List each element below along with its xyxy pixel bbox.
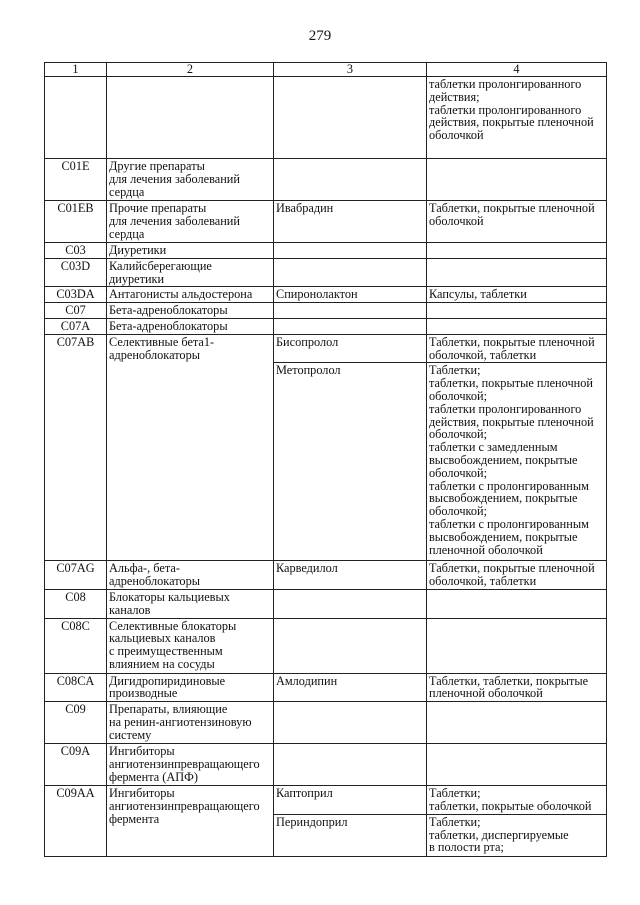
group-line: Бета-адреноблокаторы	[109, 318, 228, 333]
atc-code-cell: C07AB	[45, 334, 107, 561]
group-line: кальциевых каналов	[109, 631, 216, 646]
form-cell	[427, 744, 607, 786]
drug-cell	[274, 303, 427, 319]
table-row	[45, 303, 607, 319]
group-cell	[107, 77, 274, 159]
form-line: высвобождением, покрытые	[429, 452, 578, 467]
form-cell	[427, 201, 607, 243]
group-cell	[107, 318, 274, 334]
group-line: Антагонисты альдостерона	[109, 287, 253, 302]
column-header: 1	[45, 63, 107, 77]
form-cell	[427, 786, 607, 815]
group-cell	[107, 201, 274, 243]
form-line: таблетки с замедленным	[429, 440, 558, 455]
form-cell	[427, 159, 607, 201]
table-row	[45, 673, 607, 702]
group-cell	[107, 618, 274, 673]
drug-cell: Каптоприл	[274, 786, 427, 815]
form-line: пленочной оболочкой	[429, 686, 543, 701]
group-cell	[107, 258, 274, 287]
drug-cell	[274, 589, 427, 618]
group-line: для лечения заболеваний	[109, 171, 240, 186]
group-line: каналов	[109, 602, 151, 617]
group-line: сердца	[109, 226, 145, 241]
group-line: диуретики	[109, 271, 165, 286]
form-cell	[427, 303, 607, 319]
drug-cell	[274, 258, 427, 287]
atc-code-cell: C09A	[45, 744, 107, 786]
form-line: таблетки, покрытые оболочкой	[429, 798, 592, 813]
table-row	[45, 561, 607, 590]
drug-cell: Бисопролол	[274, 334, 427, 363]
drug-cell	[274, 159, 427, 201]
form-line: действия;	[429, 89, 480, 104]
table-row	[45, 201, 607, 243]
table-row	[45, 243, 607, 259]
group-cell	[107, 243, 274, 259]
atc-code-cell: C03DA	[45, 287, 107, 303]
group-cell	[107, 589, 274, 618]
form-line: оболочкой, таблетки	[429, 574, 537, 589]
group-line: систему	[109, 727, 152, 742]
group-line: производные	[109, 686, 178, 701]
form-line: таблетки с пролонгированным	[429, 478, 589, 493]
atc-code-cell: C07A	[45, 318, 107, 334]
form-line: в полости рта;	[429, 840, 504, 855]
form-line: пленочной оболочкой	[429, 542, 543, 557]
group-line: Селективные бета1-	[109, 334, 215, 349]
atc-code-cell: C07AG	[45, 561, 107, 590]
atc-code-cell: C09	[45, 702, 107, 744]
group-line: Прочие препараты	[109, 201, 207, 215]
form-line: действия, покрытые пленочной	[429, 115, 594, 130]
form-line: Таблетки, покрытые пленочной	[429, 334, 595, 349]
group-cell	[107, 744, 274, 786]
group-line: Бета-адреноблокаторы	[109, 303, 228, 318]
drug-cell: Карведилол	[274, 561, 427, 590]
group-cell	[107, 303, 274, 319]
group-line: Альфа-, бета-	[109, 561, 180, 576]
drug-cell	[274, 702, 427, 744]
form-cell	[427, 618, 607, 673]
atc-code-cell	[45, 77, 107, 159]
group-line: адреноблокаторы	[109, 347, 200, 362]
atc-code-cell: C03D	[45, 258, 107, 287]
form-line: высвобождением, покрытые	[429, 491, 578, 506]
form-line: оболочкой;	[429, 465, 488, 480]
form-cell	[427, 334, 607, 363]
group-line: влиянием на сосуды	[109, 656, 215, 671]
group-line: Калийсберегающие	[109, 258, 212, 273]
table-row	[45, 702, 607, 744]
group-cell	[107, 334, 274, 561]
group-line: Другие препараты	[109, 159, 205, 173]
table-row	[45, 744, 607, 786]
group-line: фермента	[109, 811, 160, 826]
drug-cell: Ивабрадин	[274, 201, 427, 243]
form-line: таблетки, диспергируемые	[429, 827, 569, 842]
form-line: Таблетки, таблетки, покрытые	[429, 673, 589, 688]
atc-code-cell: C08CA	[45, 673, 107, 702]
atc-code-cell: C03	[45, 243, 107, 259]
group-line: ангиотензинпревращающего	[109, 798, 260, 813]
form-line: оболочкой	[429, 128, 484, 143]
form-line: Таблетки;	[429, 814, 481, 829]
form-line: оболочкой;	[429, 388, 488, 403]
drug-cell	[274, 77, 427, 159]
group-line: фермента (АПФ)	[109, 769, 198, 784]
group-line: Ингибиторы	[109, 786, 175, 801]
form-cell	[427, 673, 607, 702]
drug-cell	[274, 618, 427, 673]
form-cell	[427, 814, 607, 856]
atc-code-cell: C09AA	[45, 786, 107, 857]
group-line: для лечения заболеваний	[109, 213, 240, 228]
group-line: ангиотензинпревращающего	[109, 756, 260, 771]
form-line: таблетки пролонгированного	[429, 77, 582, 91]
form-line: таблетки пролонгированного	[429, 102, 582, 117]
form-line: таблетки пролонгированного	[429, 401, 582, 416]
group-cell	[107, 159, 274, 201]
table-row	[45, 589, 607, 618]
table-row	[45, 618, 607, 673]
form-line: Таблетки, покрытые пленочной	[429, 201, 595, 215]
group-line: Дигидропиридиновые	[109, 673, 226, 688]
form-line: Таблетки;	[429, 363, 481, 378]
table-row	[45, 318, 607, 334]
group-line: Диуретики	[109, 243, 167, 257]
form-cell	[427, 258, 607, 287]
drug-cell: Амлодипин	[274, 673, 427, 702]
header-row	[45, 63, 607, 77]
table-row	[45, 786, 607, 815]
table-row	[45, 334, 607, 363]
form-line: Таблетки;	[429, 786, 481, 801]
form-cell	[427, 561, 607, 590]
table-row	[45, 77, 607, 159]
table-row	[45, 258, 607, 287]
form-cell	[427, 702, 607, 744]
group-line: Селективные блокаторы	[109, 618, 237, 633]
group-cell	[107, 287, 274, 303]
form-line: Капсулы, таблетки	[429, 287, 527, 302]
drug-cell	[274, 744, 427, 786]
atc-code-cell: C07	[45, 303, 107, 319]
group-line: Ингибиторы	[109, 744, 175, 759]
form-line: высвобождением, покрытые	[429, 529, 578, 544]
atc-code-cell: C01EB	[45, 201, 107, 243]
form-line: оболочкой, таблетки	[429, 347, 537, 362]
table-row	[45, 287, 607, 303]
page-number: 279	[308, 28, 332, 44]
atc-code-cell: C08C	[45, 618, 107, 673]
form-line: оболочкой	[429, 213, 484, 228]
drug-cell	[274, 318, 427, 334]
table-row	[45, 159, 607, 201]
atc-code-cell: C01E	[45, 159, 107, 201]
group-cell	[107, 673, 274, 702]
form-line: таблетки с пролонгированным	[429, 516, 589, 531]
group-line: на ренин-ангиотензиновую	[109, 714, 252, 729]
form-cell	[427, 77, 607, 159]
drug-cell	[274, 243, 427, 259]
group-line: с преимущественным	[109, 644, 223, 659]
form-cell	[427, 287, 607, 303]
form-line: оболочкой;	[429, 504, 488, 519]
group-cell	[107, 561, 274, 590]
group-line: адреноблокаторы	[109, 574, 200, 589]
drug-cell: Спиронолактон	[274, 287, 427, 303]
group-line: Блокаторы кальциевых	[109, 589, 230, 604]
drug-table	[44, 62, 607, 857]
drug-cell: Метопролол	[274, 363, 427, 561]
form-cell	[427, 363, 607, 561]
form-cell	[427, 318, 607, 334]
group-cell	[107, 786, 274, 857]
atc-code-cell: C08	[45, 589, 107, 618]
column-header: 4	[427, 63, 607, 77]
group-line: сердца	[109, 184, 145, 199]
column-header: 3	[274, 63, 427, 77]
form-cell	[427, 243, 607, 259]
form-cell	[427, 589, 607, 618]
column-header: 2	[107, 63, 274, 77]
form-line: Таблетки, покрытые пленочной	[429, 561, 595, 576]
drug-cell: Периндоприл	[274, 814, 427, 856]
form-line: таблетки, покрытые пленочной	[429, 376, 593, 391]
group-line: Препараты, влияющие	[109, 702, 228, 717]
form-line: оболочкой;	[429, 427, 488, 442]
form-line: действия, покрытые пленочной	[429, 414, 594, 429]
group-cell	[107, 702, 274, 744]
